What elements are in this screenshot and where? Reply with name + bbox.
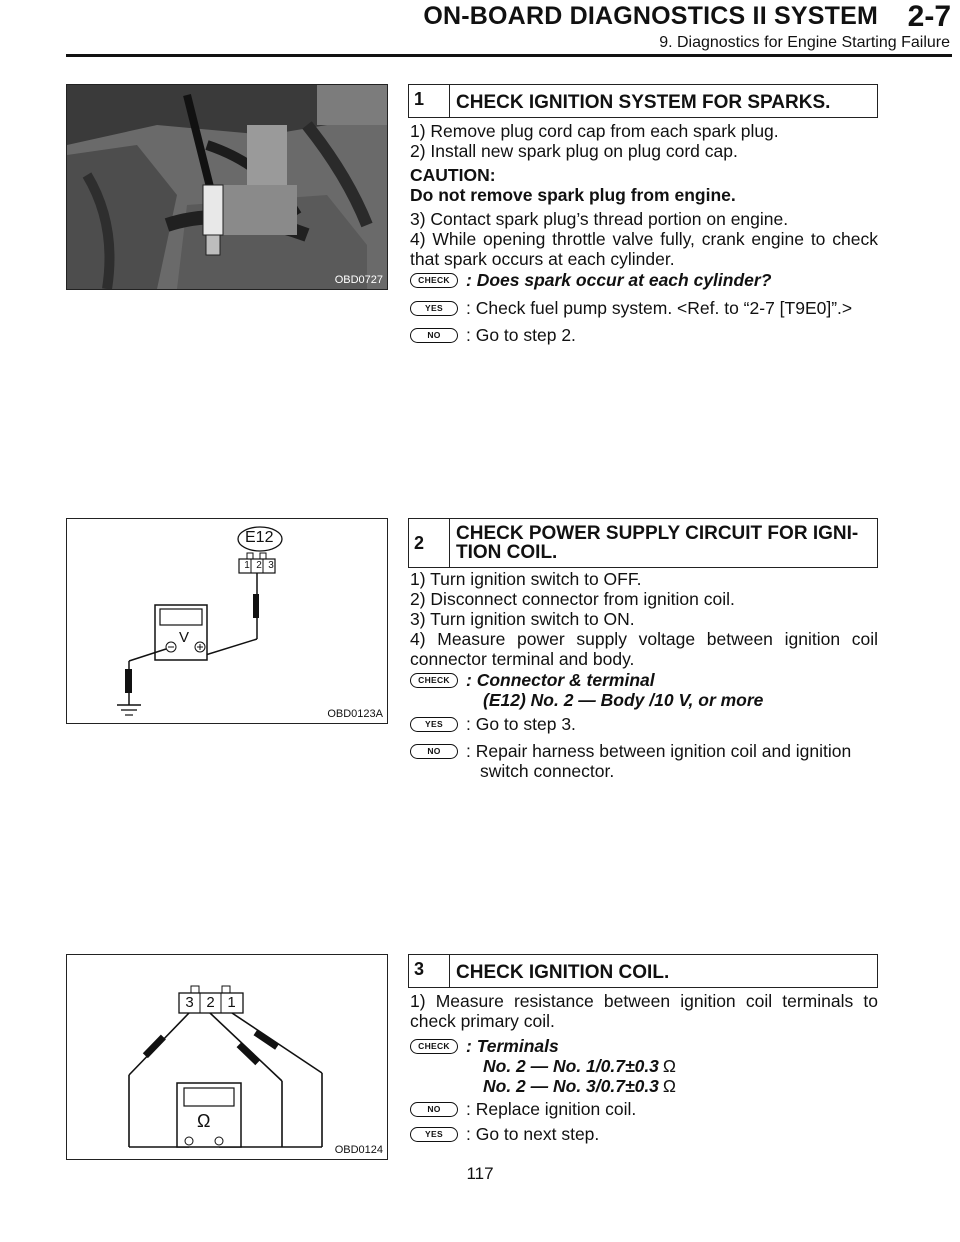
step-title: CHECK POWER SUPPLY CIRCUIT FOR IGNI- TION COIL. xyxy=(456,523,859,563)
pin-label: 1 xyxy=(227,994,236,1011)
step-divider xyxy=(449,85,450,117)
no-row xyxy=(410,325,878,345)
header-rule xyxy=(66,54,952,57)
check-spec: (E12) No. 2 — Body /10 V, or more xyxy=(483,690,764,710)
figure-label: OBD0727 xyxy=(334,274,383,286)
check-row xyxy=(410,270,878,290)
step-1-header xyxy=(408,84,878,118)
instruction-line: 1) Turn ignition switch to OFF. xyxy=(410,569,642,589)
engine-photo-illustration xyxy=(67,85,387,289)
pin-label: 3 xyxy=(268,560,274,571)
step-divider xyxy=(449,955,450,987)
step-2-instructions xyxy=(410,569,878,669)
pin-label: 2 xyxy=(256,560,262,571)
check-badge: CHECK xyxy=(410,1039,458,1054)
pin-label: 1 xyxy=(244,560,250,571)
yes-row xyxy=(410,298,878,318)
voltmeter-symbol: V xyxy=(179,629,190,646)
step-3-header xyxy=(408,954,878,988)
check-spec: No. 2 — No. 3/0.7±0.3 xyxy=(483,1076,659,1096)
check-row xyxy=(410,1036,878,1096)
ohmmeter-symbol: Ω xyxy=(197,1111,211,1131)
section-number: 2-7 xyxy=(907,0,951,33)
figure-label: OBD0123A xyxy=(327,708,383,720)
ohm-unit: Ω xyxy=(662,1056,677,1076)
no-row xyxy=(410,741,878,781)
figure-engine-photo xyxy=(66,84,388,290)
instruction-line: 4) While opening throttle valve fully, crank engine to check that spark occurs at each cylinder. xyxy=(410,229,878,269)
yes-badge: YES xyxy=(410,717,458,732)
step-2-header xyxy=(408,518,878,568)
page-number: 117 xyxy=(466,1164,494,1183)
step-number: 1 xyxy=(414,89,425,109)
instruction-line: 3) Turn ignition switch to ON. xyxy=(410,609,635,629)
yes-action: : Go to step 3. xyxy=(466,714,576,734)
instruction-line: 1) Measure resistance between ignition coil terminals to check primary coil. xyxy=(410,991,878,1031)
step-3-instructions xyxy=(410,991,878,1031)
no-badge: NO xyxy=(410,1102,458,1117)
step-number: 3 xyxy=(414,959,425,979)
yes-row xyxy=(410,714,878,734)
step-divider xyxy=(449,519,450,567)
no-action: : Repair harness between ignition coil and ignition switch connector. xyxy=(466,741,852,781)
no-badge: NO xyxy=(410,328,458,343)
resistance-circuit-diagram xyxy=(67,955,387,1159)
header-title: ON-BOARD DIAGNOSTICS II SYSTEM xyxy=(423,2,878,30)
instruction-line: 1) Remove plug cord cap from each spark plug. xyxy=(410,121,779,141)
check-badge: CHECK xyxy=(410,273,458,288)
step-1-instructions xyxy=(410,121,878,269)
instruction-line: 2) Install new spark plug on plug cord cap. xyxy=(410,141,738,161)
figure-voltage-measurement xyxy=(66,518,388,724)
step-number: 2 xyxy=(414,533,425,553)
pin-label: 3 xyxy=(185,994,194,1011)
yes-badge: YES xyxy=(410,1127,458,1142)
caution-text: Do not remove spark plug from engine. xyxy=(410,185,736,205)
caution-label: CAUTION: xyxy=(410,165,496,185)
check-spec: : Terminals xyxy=(466,1036,559,1056)
check-badge: CHECK xyxy=(410,673,458,688)
instruction-line: 3) Contact spark plug’s thread portion on engine. xyxy=(410,209,789,229)
figure-label: OBD0124 xyxy=(334,1144,383,1156)
connector-label: E12 xyxy=(245,529,274,546)
check-spec: No. 2 — No. 1/0.7±0.3 xyxy=(483,1056,659,1076)
no-action: : Replace ignition coil. xyxy=(466,1099,637,1119)
check-spec: : Connector & terminal xyxy=(466,670,655,690)
pin-label: 2 xyxy=(206,994,215,1011)
no-row xyxy=(410,1099,878,1119)
yes-action: : Check fuel pump system. <Ref. to “2-7 [T9E0]”.> xyxy=(466,298,853,318)
no-badge: NO xyxy=(410,744,458,759)
no-action: : Go to step 2. xyxy=(466,325,576,345)
instruction-line: 2) Disconnect connector from ignition coil. xyxy=(410,589,735,609)
check-row xyxy=(410,670,878,710)
voltage-circuit-diagram xyxy=(67,519,387,723)
yes-badge: YES xyxy=(410,301,458,316)
yes-row xyxy=(410,1124,878,1144)
step-title: CHECK IGNITION COIL. xyxy=(456,962,670,983)
ohm-unit: Ω xyxy=(662,1076,677,1096)
yes-action: : Go to next step. xyxy=(466,1124,600,1144)
instruction-line: 4) Measure power supply voltage between ignition coil connector terminal and body. xyxy=(410,629,878,669)
step-title: CHECK IGNITION SYSTEM FOR SPARKS. xyxy=(456,92,831,113)
check-question: : Does spark occur at each cylinder? xyxy=(466,270,772,290)
figure-resistance-measurement xyxy=(66,954,388,1160)
header-subtitle: 9. Diagnostics for Engine Starting Failure xyxy=(659,34,950,51)
